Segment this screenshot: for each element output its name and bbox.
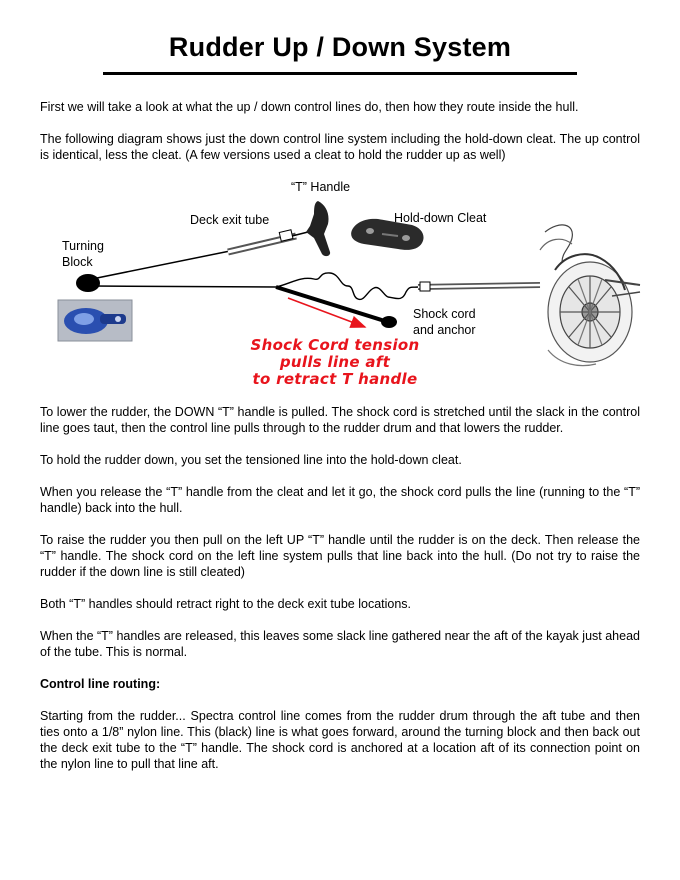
turning-block-label-line-1: Turning [62,239,104,253]
intro-paragraph-2: The following diagram shows just the down control line system including the hold-down cleat. The up control is identical, less the cleat. (A few versions used a cleat to hold the rudder up as well) [40,132,640,162]
routing-paragraph: Starting from the rudder... Spectra control line comes from the rudder drum through the aft tube and then ties onto a 1/8” nylon line. This (black) line is what goes forward, around the turning block and then back out the deck exit tube to the “T” handle. The shock cord is anchored at a location aft of its connection point on the nylon line to pull that line aft. [40,709,640,771]
t-handle-label: “T” Handle [291,180,351,194]
note-line-1: Shock Cord tension [250,336,420,354]
turning-block-label-line-2: Block [62,255,93,269]
body-paragraph-1: To lower the rudder, the DOWN “T” handle is pulled. The shock cord is stretched until the slack in the control line goes taut, then the control line pulls through to the rudder drum and that lowers the rudder. [40,405,640,435]
hold-down-cleat-label: Hold-down Cleat [394,211,487,225]
deck-exit-tube-icon [228,230,296,252]
intro-paragraph-1: First we will take a look at what the up / down control lines do, then how they route inside the hull. [40,100,579,114]
routing-heading: Control line routing: [40,677,161,691]
shock-cord-tension-note [240,337,430,388]
t-handle-icon [306,201,330,256]
control-line-lower [92,286,276,287]
turning-block-photo [58,300,132,341]
body-paragraph-3: When you release the “T” handle from the cleat and let it go, the shock cord pulls the line (running to the “T” handle) back into the hull. [40,485,640,515]
shock-cord-label-line-2: and anchor [413,323,476,337]
shock-cord-line [276,287,388,322]
note-line-2: pulls line aft [279,353,391,371]
rudder-drum-icon [540,225,640,366]
body-paragraph-4: To raise the rudder you then pull on the left UP “T” handle until the rudder is on the deck. Then release the “T” handle. The shock cord on the left line system pulls that line back into the hull. (Do not try to raise the rudder if the down line is still cleated) [40,533,640,579]
body-paragraph-5: Both “T” handles should retract right to the deck exit tube locations. [40,597,412,611]
body-paragraph-2: To hold the rudder down, you set the tensioned line into the hold-down cleat. [40,453,462,467]
turning-block-icon [76,274,100,292]
aft-tube-icon [418,282,540,291]
control-line-to-tube [92,251,230,279]
body-paragraph-6: When the “T” handles are released, this leaves some slack line gathered near the aft of the kayak just ahead of the tube. This is normal. [40,629,640,659]
note-line-3: to retract T handle [252,370,418,388]
shock-cord-label-line-1: Shock cord [413,307,476,321]
shock-cord-anchor-icon [381,316,397,328]
page-title: Rudder Up / Down System [168,32,512,62]
deck-exit-tube-label: Deck exit tube [190,213,270,227]
